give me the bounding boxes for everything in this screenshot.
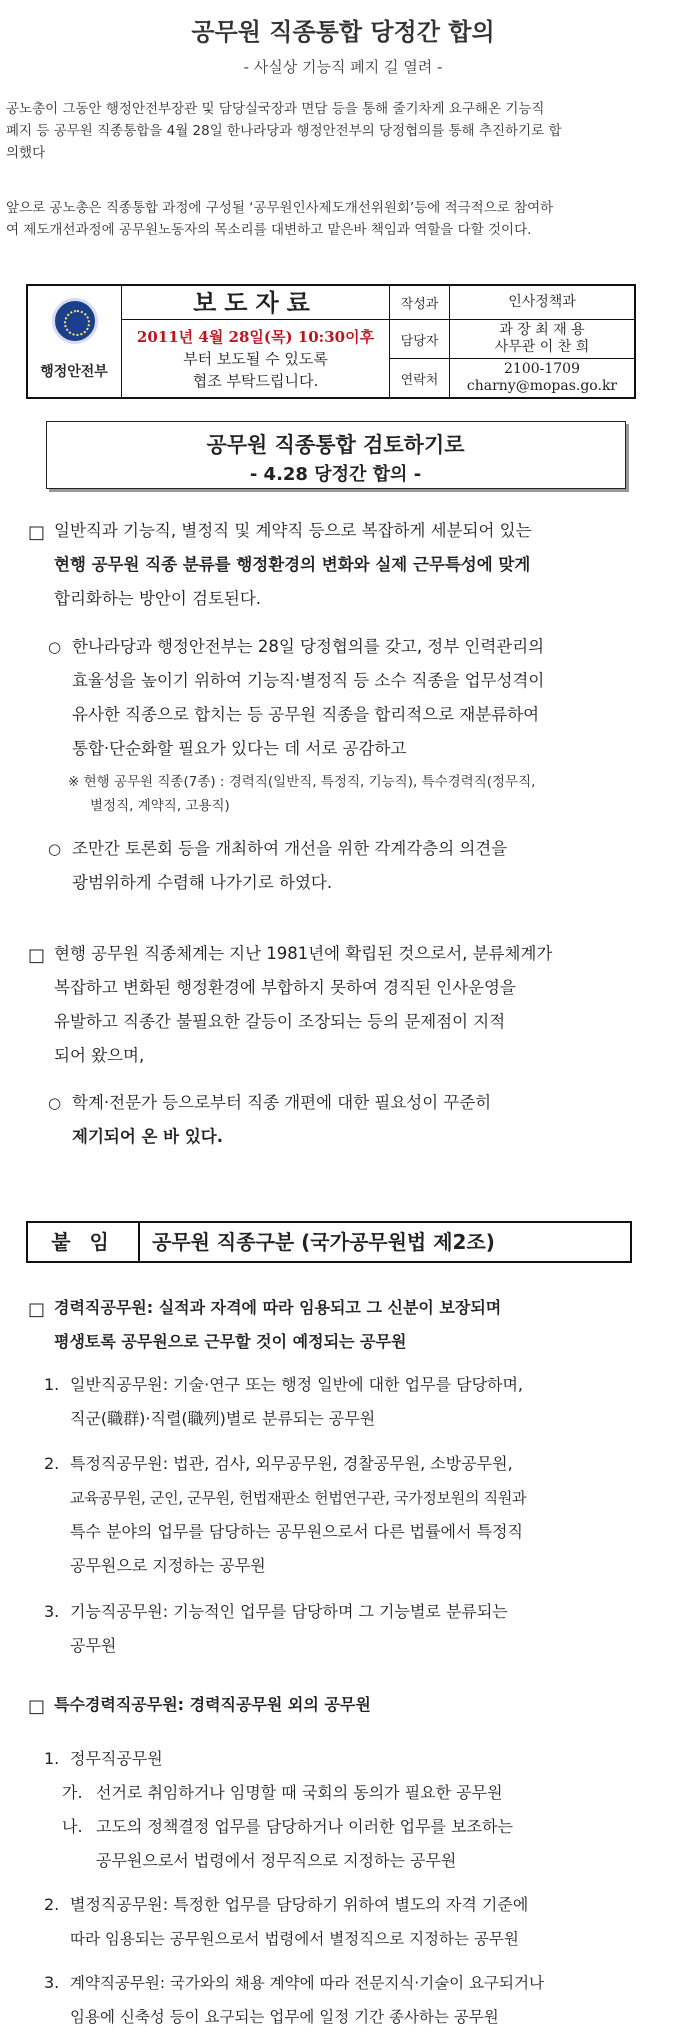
text-line: 공무원 [70,1636,117,1655]
section1-sub-paragraph-1 [72,630,640,766]
attachment-label: 붙 임 [28,1223,140,1261]
sub-list-item [96,1776,642,1810]
text-line: 공무원으로서 법령에서 정무직으로 지정하는 공무원 [96,1851,457,1870]
square-bullet-icon: □ [28,1696,46,1717]
info-value [450,320,634,358]
section1-sub-paragraph-2 [72,832,640,900]
text-line: 학계·전문가 등으로부터 직종 개편에 대한 필요성이 꾸준히 [72,1093,492,1112]
text-line: 별정직공무원: 특정한 업무를 담당하기 위하여 별도의 자격 기준에 [70,1895,529,1914]
text-line: 특수경력직공무원: 경력직공무원 외의 공무원 [54,1695,371,1714]
list-number: 1. [44,1375,60,1394]
text-line: 계약직공무원: 국가와의 채용 계약에 따라 전문지식·기술이 요구되거나 [70,1974,544,1992]
section2-paragraph [54,937,640,1073]
info-row-department [390,286,634,320]
list-number: 2. [44,1454,60,1473]
square-bullet-icon: □ [28,522,46,543]
info-label: 담당자 [390,320,450,358]
section2-sub-paragraph [72,1086,640,1154]
page-title: 공무원 직종통합 당정간 합의 [191,18,495,46]
text-line: 현행 공무원 직종 분류를 행정환경의 변화와 실제 근무특성에 맞게 [54,555,531,574]
info-row-contact-person [390,320,634,359]
list-item [70,1447,642,1583]
intro-line: 폐지 등 공무원 직종통합을 4월 28일 한나라당과 행정안전부의 당정협의를 통해 추진하기로 합 [6,123,562,139]
list-item [70,1966,642,2034]
press-contact-table [390,286,634,397]
list-number: 1. [44,1749,60,1768]
text-line: 효율성을 높이기 위하여 기능직·별정직 등 소수 직종을 업무성격이 [72,671,545,690]
release-title: 공무원 직종통합 검토하기로 [206,433,465,457]
list-item [70,1888,642,1956]
text-line: 광범위하게 수렴해 나가기로 하였다. [72,873,333,892]
text-line: 유사한 직종으로 합치는 등 공무원 직종을 합리적으로 재분류하여 [72,705,540,724]
text-line: 합리화하는 방안이 검토된다. [54,589,262,608]
embargo-note: 협조 부탁드립니다. [192,372,319,390]
email-address[interactable]: charny@mopas.go.kr [466,378,618,394]
text-line: 평생토록 공무원으로 근무할 것이 예정되는 공무원 [54,1332,407,1351]
attachment-bar [26,1221,632,1263]
intro-paragraph-1 [6,98,678,164]
list-item [70,1742,642,1776]
square-bullet-icon: □ [28,945,46,966]
page-subtitle: - 사실상 기능직 폐지 길 열려 - [243,58,443,76]
text-line: 선거로 취임하거나 임명할 때 국회의 동의가 필요한 공무원 [96,1783,503,1802]
text-line: 공무원으로 지정하는 공무원 [70,1556,266,1575]
text-line: 제기되어 온 바 있다. [72,1127,224,1146]
text-line: 따라 임용되는 공무원으로서 법령에서 별정직으로 지정하는 공무원 [70,1930,519,1948]
text-line: 되어 왔으며, [54,1046,145,1065]
text-line: 교육공무원, 군인, 군무원, 헌법재판소 헌법연구관, 국가정보원의 직원과 [70,1489,527,1507]
release-title-box [46,421,626,489]
text-line: 일반직공무원: 기술·연구 또는 행정 일반에 대한 업무를 담당하며, [70,1375,524,1394]
section1-note [68,770,640,818]
text-line: 직군(職群)·직렬(職列)별로 분류되는 공무원 [70,1409,376,1428]
square-bullet-icon: □ [28,1299,46,1320]
intro-line: 앞으로 공노총은 직종통합 과정에 구성될 ‘공무원인사제도개선위원회’등에 적극적으로 참여하 [6,200,554,216]
info-value-line: 인사정책과 [508,294,576,310]
text-line: 유발하고 직종간 불필요한 갈등이 조장되는 등의 문제점이 지적 [54,1012,506,1031]
press-release-main [122,286,390,397]
ministry-emblem-icon [52,298,98,344]
text-line: 특정직공무원: 법관, 검사, 외무공무원, 경찰공무원, 소방공무원, [70,1454,513,1473]
intro-line: 의했다 [6,145,46,161]
embargo-note: 부터 보도될 수 있도록 [183,350,328,368]
section1-paragraph [54,514,640,616]
circle-bullet-icon: ○ [48,1094,62,1112]
intro-line: 공노총이 그동안 행정안전부장관 및 담당실국장과 면담 등을 통해 줄기차게 요구해온 기능직 [6,101,545,117]
text-line: 정무직공무원 [70,1749,163,1768]
text-line: 조만간 토론회 등을 개최하여 개선을 위한 각계각층의 의견을 [72,839,508,858]
note-line: 별정직, 계약직, 고용직) [90,798,230,814]
text-line: 복잡하고 변화된 행정환경에 부합하지 못하여 경직된 인사운영을 [54,978,516,997]
info-value [450,359,634,397]
info-value-line: 과 장 최 재 용 [499,322,585,338]
text-line: 경력직공무원: 실적과 자격에 따라 임용되고 그 신분이 보장되며 [54,1298,502,1317]
list-number: 2. [44,1895,60,1914]
ministry-logo-cell [28,286,122,397]
attachment-title: 공무원 직종구분 (국가공무원법 제2조) [152,1230,495,1254]
phone-number: 2100-1709 [504,361,580,377]
text-line: 고도의 정책결정 업무를 담당하거나 이러한 업무를 보조하는 [96,1817,513,1836]
info-label: 작성과 [390,286,450,319]
info-label: 연락처 [390,359,450,397]
press-release-header [26,284,636,399]
intro-paragraph-2 [6,197,678,241]
text-line: 임용에 신축성 등이 요구되는 업무에 일정 기간 종사하는 공무원 [70,2008,499,2026]
list-item [70,1368,642,1436]
intro-line: 여 제도개선과정에 공무원노동자의 목소리를 대변하고 맡은바 책임과 역할을 다할 것이다. [6,222,532,238]
text-line: 통합·단순화할 필요가 있다는 데 서로 공감하고 [72,739,407,758]
circle-bullet-icon: ○ [48,840,62,858]
text-line: 일반직과 기능직, 별정직 및 계약직 등으로 복잡하게 세분되어 있는 [54,521,532,540]
text-line: 특수 분야의 업무를 담당하는 공무원으로서 다른 법률에서 특정직 [70,1522,523,1541]
text-line: 기능직공무원: 기능적인 업무를 담당하며 그 기능별로 분류되는 [70,1602,508,1621]
list-item [70,1595,642,1663]
sub-list-item [96,1810,642,1878]
list-number: 3. [44,1602,60,1621]
sub-list-mark: 가. [62,1783,83,1802]
circle-bullet-icon: ○ [48,638,62,656]
text-line: 현행 공무원 직종체계는 지난 1981년에 확립된 것으로서, 분류체계가 [54,944,553,963]
info-value-line: 사무관 이 찬 희 [494,339,590,355]
special-heading [54,1688,640,1722]
info-row-phone [390,359,634,397]
career-heading [54,1291,640,1359]
release-subtitle: - 4.28 당정간 합의 - [249,464,422,485]
info-value [450,286,634,319]
ministry-name: 행정안전부 [40,364,108,380]
sub-list-mark: 나. [62,1817,83,1836]
embargo-date: 2011년 4월 28일(목) 10:30이후 [136,328,375,346]
press-release-heading: 보도자료 [122,286,389,320]
note-line: ※ 현행 공무원 직종(7종) : 경력직(일반직, 특정직, 기능직), 특수경력직(정무직, [68,774,536,790]
list-number: 3. [44,1973,60,1992]
text-line: 한나라당과 행정안전부는 28일 당정협의를 갖고, 정부 인력관리의 [72,637,545,656]
